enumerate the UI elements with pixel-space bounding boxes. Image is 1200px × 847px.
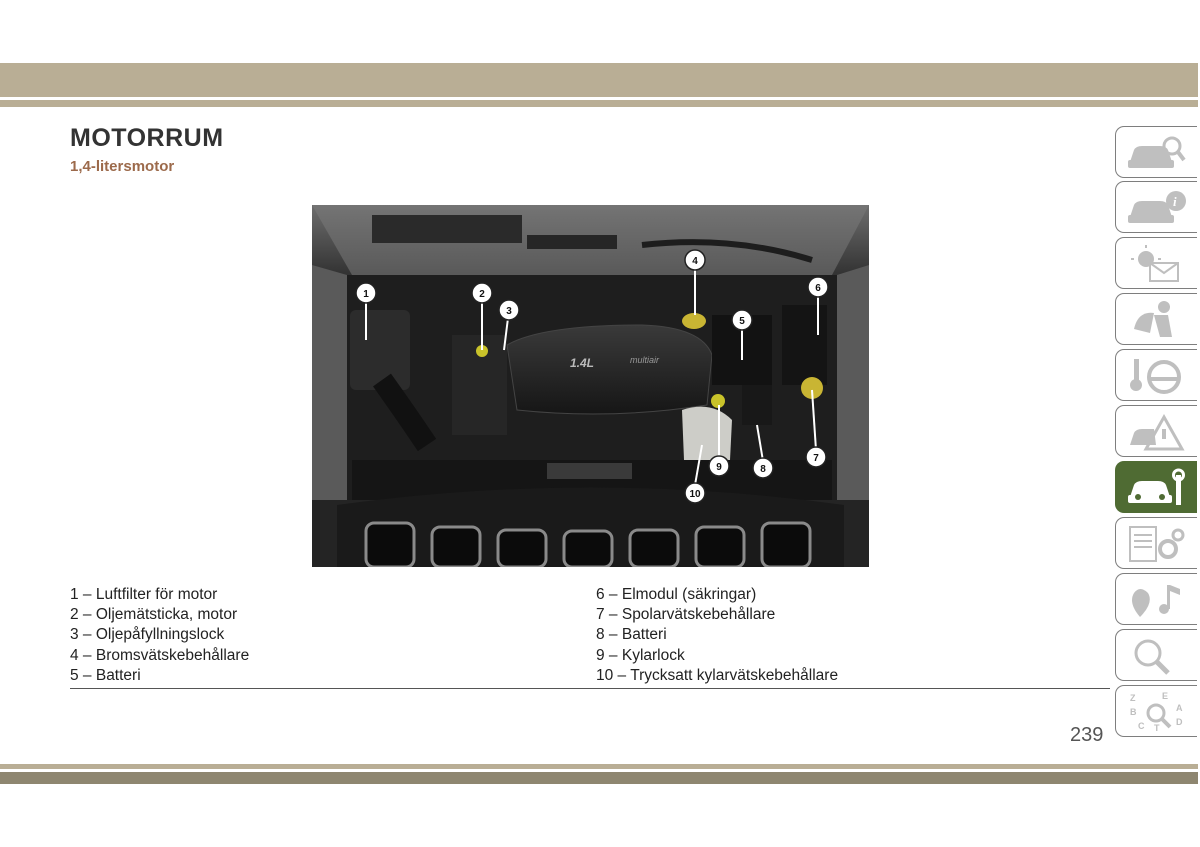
engine-cover-label: 1.4L <box>570 356 595 370</box>
tab-technical-data[interactable] <box>1115 517 1197 569</box>
engine-compartment-photo <box>312 205 869 567</box>
footer-band <box>0 772 1198 784</box>
svg-text:E: E <box>1162 691 1169 701</box>
header-band <box>0 63 1198 97</box>
callout-6: 6 <box>815 283 821 294</box>
svg-text:C: C <box>1138 721 1145 731</box>
car-wrench-icon <box>1124 467 1190 509</box>
legend-item: 6 – Elmodul (säkringar) <box>596 586 757 603</box>
legend-item: 7 – Spolarvätskebehållare <box>596 606 776 624</box>
airbag-passenger-icon <box>1124 299 1190 341</box>
legend-item: 8 – Batteri <box>596 626 667 644</box>
callout-5: 5 <box>739 316 745 327</box>
legend-item: 1 – Luftfilter för motor <box>70 586 218 603</box>
page-subtitle: 1,4-litersmotor <box>70 158 175 175</box>
callout-2: 2 <box>479 289 485 300</box>
alphabet-index-icon <box>1124 691 1190 733</box>
legend-right <box>596 585 838 686</box>
svg-text:Z: Z <box>1130 693 1136 703</box>
callout-4: 4 <box>692 256 698 267</box>
callout-9: 9 <box>716 462 722 473</box>
callout-1: 1 <box>363 289 369 300</box>
legend-rule <box>70 688 1110 689</box>
header-rule <box>0 100 1198 107</box>
svg-text:T: T <box>1154 723 1160 733</box>
legend-item: 2 – Oljemätsticka, motor <box>70 606 238 624</box>
legend-left <box>70 585 249 686</box>
tab-index[interactable] <box>1115 685 1197 737</box>
callout-10: 10 <box>689 489 701 500</box>
legend-item: 3 – Oljepåfyllningslock <box>70 626 225 644</box>
engine-illustration <box>312 205 869 567</box>
steering-wheel-key-icon <box>1124 355 1190 397</box>
svg-text:A: A <box>1176 703 1183 713</box>
tab-warning-lights[interactable] <box>1115 237 1197 289</box>
tab-car-search[interactable] <box>1115 126 1197 178</box>
tab-car-info[interactable] <box>1115 181 1197 233</box>
specs-gear-icon <box>1124 523 1190 565</box>
car-warning-triangle-icon <box>1124 411 1190 453</box>
svg-text:D: D <box>1176 717 1183 727</box>
callout-8: 8 <box>760 464 766 475</box>
legend-item: 5 – Batteri <box>70 666 141 684</box>
callout-7: 7 <box>813 453 819 464</box>
car-search-icon <box>1124 132 1190 174</box>
page-number: 239 <box>1070 724 1104 746</box>
tab-starting-driving[interactable] <box>1115 349 1197 401</box>
callout-3: 3 <box>506 306 512 317</box>
tab-search[interactable] <box>1115 629 1197 681</box>
legend-item: 9 – Kylarlock <box>596 646 685 664</box>
svg-text:multiair: multiair <box>630 355 660 365</box>
tab-emergency[interactable] <box>1115 405 1197 457</box>
page-title: MOTORRUM <box>70 124 224 152</box>
tab-multimedia[interactable] <box>1115 573 1197 625</box>
legend-item: 4 – Bromsvätskebehållare <box>70 646 250 664</box>
svg-text:B: B <box>1130 707 1137 717</box>
tab-safety[interactable] <box>1115 293 1197 345</box>
svg-text:i: i <box>1173 194 1177 209</box>
multimedia-music-icon <box>1124 579 1190 621</box>
tab-servicing[interactable] <box>1115 461 1197 513</box>
magnifier-icon <box>1124 635 1190 677</box>
warning-light-message-icon <box>1124 243 1190 285</box>
footer-rule <box>0 764 1198 769</box>
legend-item: 10 – Trycksatt kylarvätskebehållare <box>596 666 839 684</box>
car-info-icon <box>1124 187 1190 229</box>
